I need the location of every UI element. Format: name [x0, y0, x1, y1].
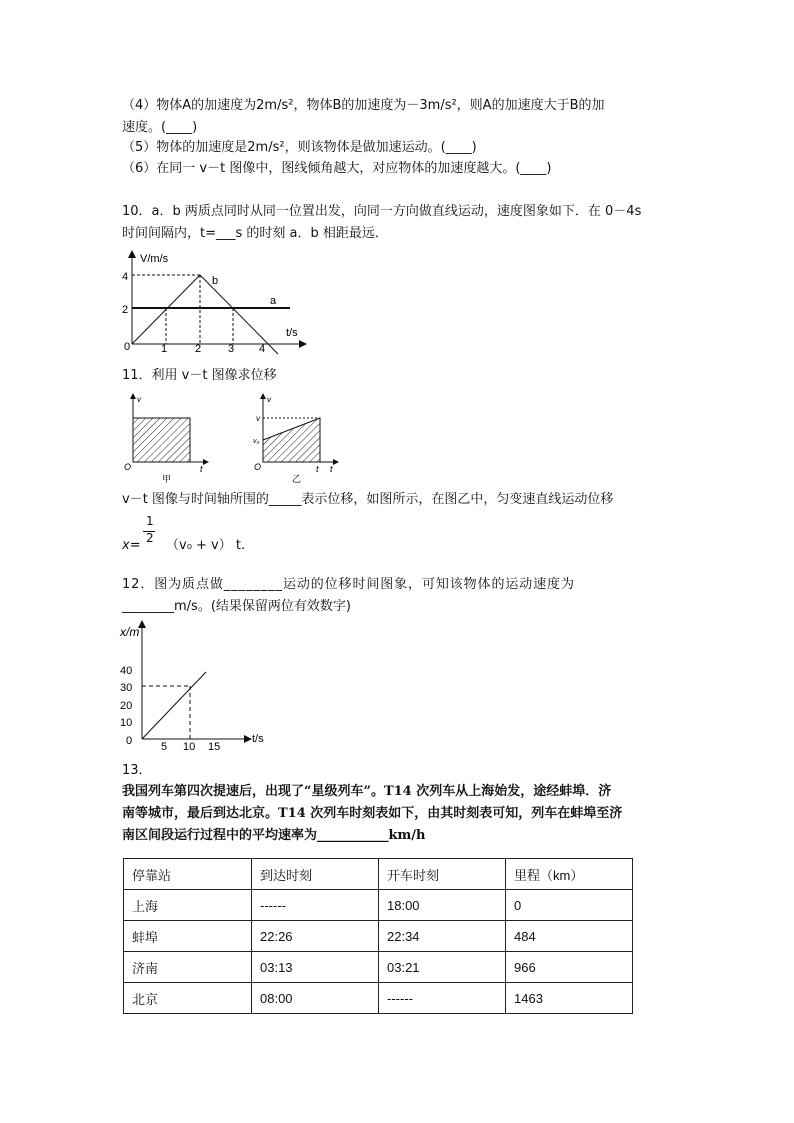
- q11-yi-origin: O: [254, 462, 262, 472]
- q11-jia-area: [133, 418, 190, 462]
- q11-yi-t-label: t: [330, 464, 333, 474]
- q11-yi-t-tick: t: [316, 464, 319, 474]
- q9-statement-6: （6）在同一 v－t 图像中，图线倾角越大，对应物体的加速度越大。(____): [122, 161, 552, 176]
- q12-text-line1: 12．图为质点做________运动的位移时间图象，可知该物体的运动速度为: [122, 577, 575, 592]
- q12-displacement-time-chart: [116, 618, 276, 753]
- q9-statement-4-cont: 速度。(____): [122, 120, 198, 135]
- table-cell: 484: [506, 921, 633, 952]
- table-row: [124, 983, 633, 1014]
- q12-y-axis-label: x/m: [120, 625, 140, 639]
- q10-x-axis-label: t/s: [286, 327, 298, 339]
- table-row: [124, 890, 633, 921]
- q13-number: 13．: [122, 763, 152, 778]
- q13-text-line2: 南等城市，最后到达北京。T14 次列车时刻表如下，由其时刻表可知，列车在蚌埠至济: [122, 806, 623, 821]
- q10-y-tick-4: 4: [122, 271, 129, 283]
- q11-jia-caption: 甲: [162, 474, 172, 484]
- q12-y-tick-30: 30: [120, 682, 133, 694]
- q12-y-tick-10: 10: [120, 717, 133, 729]
- table-cell: 济南: [124, 952, 252, 983]
- table-header-cell: 开车时刻: [379, 859, 506, 890]
- q10-text-line2: 时间间隔内，t=___s 的时刻 a．b 相距最远．: [122, 226, 388, 241]
- q10-label-b: b: [212, 275, 219, 287]
- q10-x-tick-4: 4: [259, 343, 266, 355]
- q10-x-tick-3: 3: [228, 343, 235, 355]
- q11-jia-origin: O: [124, 462, 132, 472]
- q10-velocity-time-chart: [118, 250, 318, 360]
- table-cell: 北京: [124, 983, 252, 1014]
- q11-yi-area: [263, 418, 320, 462]
- q11-figure-jia: [122, 392, 212, 484]
- table-row: [124, 921, 633, 952]
- q11-jia-v-label: v: [137, 395, 141, 404]
- q13-text-line3: 南区间段运行过程中的平均速率为___________km/h: [122, 828, 426, 843]
- q11-text: v－t 图像与时间轴所围的_____表示位移，如图所示，在图乙中，匀变速直线运动位移: [122, 492, 614, 507]
- q12-text-line2: ________m/s。(结果保留两位有效数字): [122, 599, 351, 614]
- q11-yi-v0-tick: v₀: [253, 438, 260, 445]
- table-cell: 上海: [124, 890, 252, 921]
- q12-x-tick-10: 10: [183, 741, 196, 753]
- q12-y-tick-40: 40: [120, 665, 133, 677]
- table-cell: 18:00: [379, 890, 506, 921]
- q10-x-tick-1: 1: [161, 343, 168, 355]
- q12-y-tick-0: 0: [126, 735, 133, 747]
- table-header-cell: 到达时刻: [252, 859, 379, 890]
- table-cell: 1463: [506, 983, 633, 1014]
- q9-statement-5: （5）物体的加速度是2m/s²，则该物体是做加速运动。(____): [122, 140, 477, 155]
- q11-formula-denominator: 2: [146, 531, 154, 545]
- q12-position-line: [142, 672, 206, 739]
- q11-formula-rest: （v₀ + v） t.: [166, 538, 246, 553]
- table-cell: 966: [506, 952, 633, 983]
- q11-formula-prefix: x=: [122, 538, 141, 553]
- q12-x-tick-5: 5: [161, 741, 168, 753]
- q11-figure-yi: [252, 392, 342, 484]
- table-row: [124, 952, 633, 983]
- q10-y-tick-2: 2: [122, 304, 129, 316]
- table-header-cell: 里程（km）: [506, 859, 633, 890]
- q13-text-line1: 我国列车第四次提速后，出现了“星级列车”。T14 次列车从上海始发，途经蚌埠．济: [122, 784, 612, 799]
- table-cell: 蚌埠: [124, 921, 252, 952]
- q12-x-axis-label: t/s: [252, 733, 264, 745]
- q11-title: 11．利用 v－t 图像求位移: [122, 368, 277, 383]
- q13-timetable: [123, 858, 633, 1014]
- q11-yi-v-axis-label: v: [267, 395, 271, 404]
- q10-text-line1: 10．a．b 两质点同时从同一位置出发，向同一方向做直线运动，速度图象如下．在 0－4s: [122, 204, 642, 219]
- table-cell: 03:13: [252, 952, 379, 983]
- table-cell: 03:21: [379, 952, 506, 983]
- q10-x-tick-0: 0: [124, 341, 131, 353]
- table-cell: 0: [506, 890, 633, 921]
- q11-yi-caption: 乙: [292, 474, 302, 484]
- table-cell: 08:00: [252, 983, 379, 1014]
- q10-x-tick-2: 2: [195, 343, 202, 355]
- table-header-row: [124, 859, 633, 890]
- q10-y-axis-label: V/m/s: [140, 253, 169, 265]
- q11-formula-numerator: 1: [146, 514, 154, 528]
- table-cell: ------: [252, 890, 379, 921]
- q12-y-tick-20: 20: [120, 700, 133, 712]
- table-cell: 22:34: [379, 921, 506, 952]
- q10-label-a: a: [270, 295, 277, 307]
- q12-x-tick-15: 15: [208, 741, 221, 753]
- q9-statement-4: （4）物体A的加速度为2m/s²，物体B的加速度为－3m/s²，则A的加速度大于B的加: [122, 98, 605, 113]
- table-cell: ------: [379, 983, 506, 1014]
- table-cell: 22:26: [252, 921, 379, 952]
- q11-jia-t-label: t: [200, 464, 203, 474]
- table-header-cell: 停靠站: [124, 859, 252, 890]
- q11-yi-v-tick: v: [256, 414, 260, 423]
